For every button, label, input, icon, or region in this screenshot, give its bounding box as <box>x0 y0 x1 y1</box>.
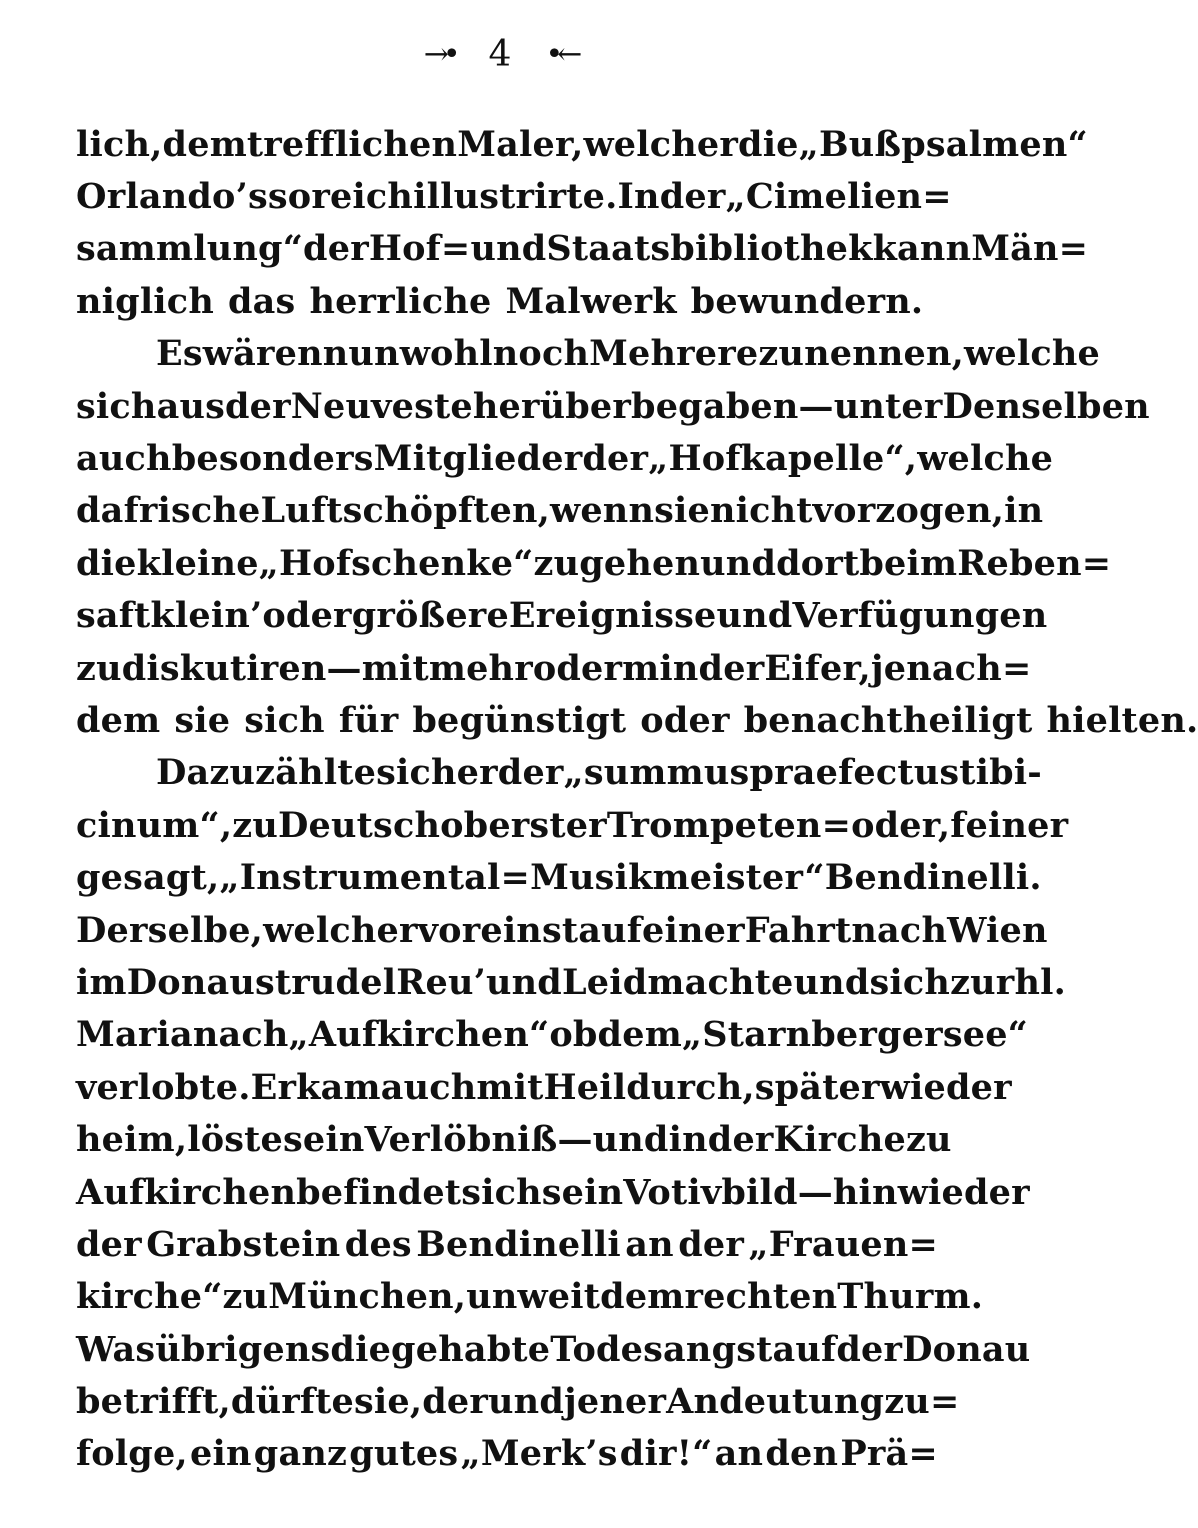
right-ornament: •← <box>545 37 577 72</box>
text-line: Dazu zählte sicher der „summus praefectus tibi- <box>156 752 1043 794</box>
text-line: gesagt, „Instrumental=Musikmeister“ Bendinelli. <box>76 857 1042 899</box>
text-line: die kleine „Hofschenke“ zu gehen und dort beim Reben= <box>76 542 1112 584</box>
text-line: auch besonders Mitglieder der „Hofkapelle“, welche <box>76 438 1054 480</box>
text-line: sich aus der Neuveste herüberbegaben — unter Denselben <box>76 385 1150 427</box>
text-line: Aufkirchen befindet sich sein Votivbild — hinwieder <box>76 1171 1030 1213</box>
page-header <box>0 30 1000 80</box>
left-ornament: →• <box>423 37 455 72</box>
text-line: da frische Luft schöpften, wenn sie nicht vorzogen, in <box>76 490 1044 532</box>
text-line: Orlando’s so reich illustrirte. In der „Cimelien= <box>76 176 952 218</box>
text-line: betrifft, dürfte sie, der und jener Andeutung zu= <box>76 1381 960 1423</box>
text-line: heim, löste sein Verlöbniß — und in der Kirche zu <box>76 1119 952 1161</box>
page-number: 4 <box>488 34 512 75</box>
text-line: kirche“ zu München, unweit dem rechten Thurm. <box>76 1276 984 1318</box>
body-text <box>76 118 1198 1480</box>
text-line: sammlung“ der Hof= und Staatsbibliothek kann Män= <box>76 228 1089 270</box>
text-line: niglich das herrliche Malwerk bewundern. <box>76 280 924 322</box>
text-line: dem sie sich für begünstigt oder benachtheiligt hielten. <box>76 699 1198 741</box>
text-line: Was übrigens die gehabte Todesangst auf der Donau <box>76 1328 1031 1370</box>
text-line: folge, ein ganz gutes „Merk’s dir!“ an den Prä= <box>76 1433 938 1475</box>
text-line: verlobte. Er kam auch mit Heil durch, später wieder <box>76 1066 1012 1108</box>
text-line: saft klein’ oder größere Ereignisse und Verfügungen <box>76 595 1048 637</box>
text-line: der Grabstein des Bendinelli an der „Frauen= <box>76 1223 938 1265</box>
text-line: zu diskutiren — mit mehr oder minder Eifer, je nach= <box>76 647 1032 689</box>
text-line: lich, dem trefflichen Maler, welcher die „Bußpsalmen“ <box>76 123 1088 165</box>
text-line: Derselbe, welcher voreinst auf einer Fahrt nach Wien <box>76 909 1048 951</box>
text-line: im Donaustrudel Reu’ und Leid machte und sich zur hl. <box>76 961 1066 1003</box>
text-line: cinum“, zu Deutsch oberster Trompeten= oder, feiner <box>76 804 1069 846</box>
text-line: Maria nach „Aufkirchen“ ob dem „Starnbergersee“ <box>76 1014 1028 1056</box>
text-line: Es wären nun wohl noch Mehrere zu nennen, welche <box>156 333 1100 375</box>
